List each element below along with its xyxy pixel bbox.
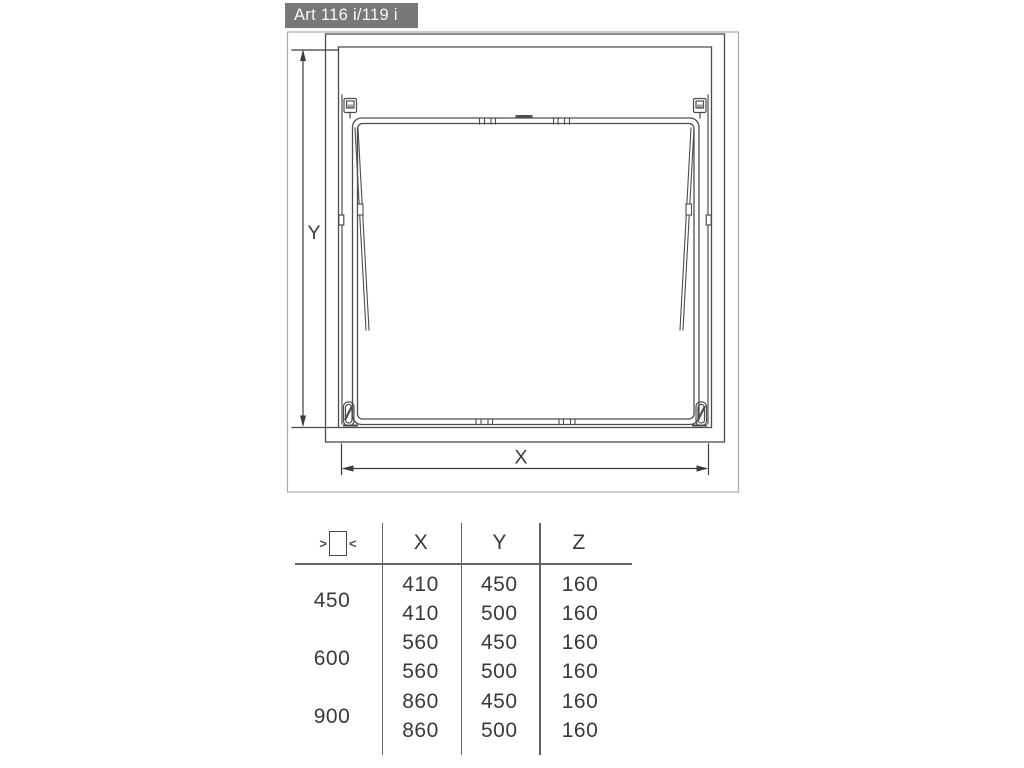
corner-bracket-top-right [694,99,707,119]
corner-bracket-top-left [344,99,357,119]
group-width-900: 900 [313,705,351,728]
table-row [295,628,632,658]
cell-y: 450 [480,631,518,654]
corner-bracket-bottom-right [693,402,707,426]
dimension-y [292,50,339,428]
table-row [295,599,632,629]
slide-rails [339,95,711,424]
table-row [295,716,632,746]
cell-z: 160 [561,602,599,625]
cell-x: 860 [402,690,439,713]
group-width-600: 600 [313,647,351,670]
cabinet-width-measure-icon [295,523,381,563]
cell-x: 560 [402,660,439,683]
dimensions-table [295,523,632,755]
dim-x-label: X [514,446,528,469]
table-row [295,687,632,717]
column-header-y: Y [492,531,507,554]
cell-z: 160 [561,690,599,713]
pullout-frame-outline [353,118,700,425]
slide-arms [355,128,694,330]
cell-y: 500 [480,602,518,625]
table-row [295,657,632,687]
group-width-450: 450 [313,589,351,612]
arrow-right-icon: > [319,535,327,551]
cell-x: 860 [402,719,439,742]
cell-y: 500 [480,660,518,683]
cell-y: 500 [480,719,518,742]
cabinet-square-icon [329,531,347,556]
product-title-badge: Art 116 i/119 i [285,3,418,28]
arrow-left-icon: < [349,535,357,551]
cell-y: 450 [480,690,518,713]
cell-y: 450 [480,573,518,596]
column-header-x: X [413,531,429,554]
tube-clips [476,115,575,425]
cell-z: 160 [561,719,599,742]
cell-x: 410 [402,573,439,596]
dimension-x [342,444,709,475]
cell-z: 160 [561,573,599,596]
cell-x: 410 [402,602,439,625]
cell-x: 560 [402,631,439,654]
column-header-z: Z [572,531,586,554]
table-row [295,570,632,600]
cell-z: 160 [561,660,599,683]
dim-y-label: Y [307,222,321,244]
figure-border [288,32,739,492]
table-header-rule [295,563,632,565]
cell-z: 160 [561,631,599,654]
